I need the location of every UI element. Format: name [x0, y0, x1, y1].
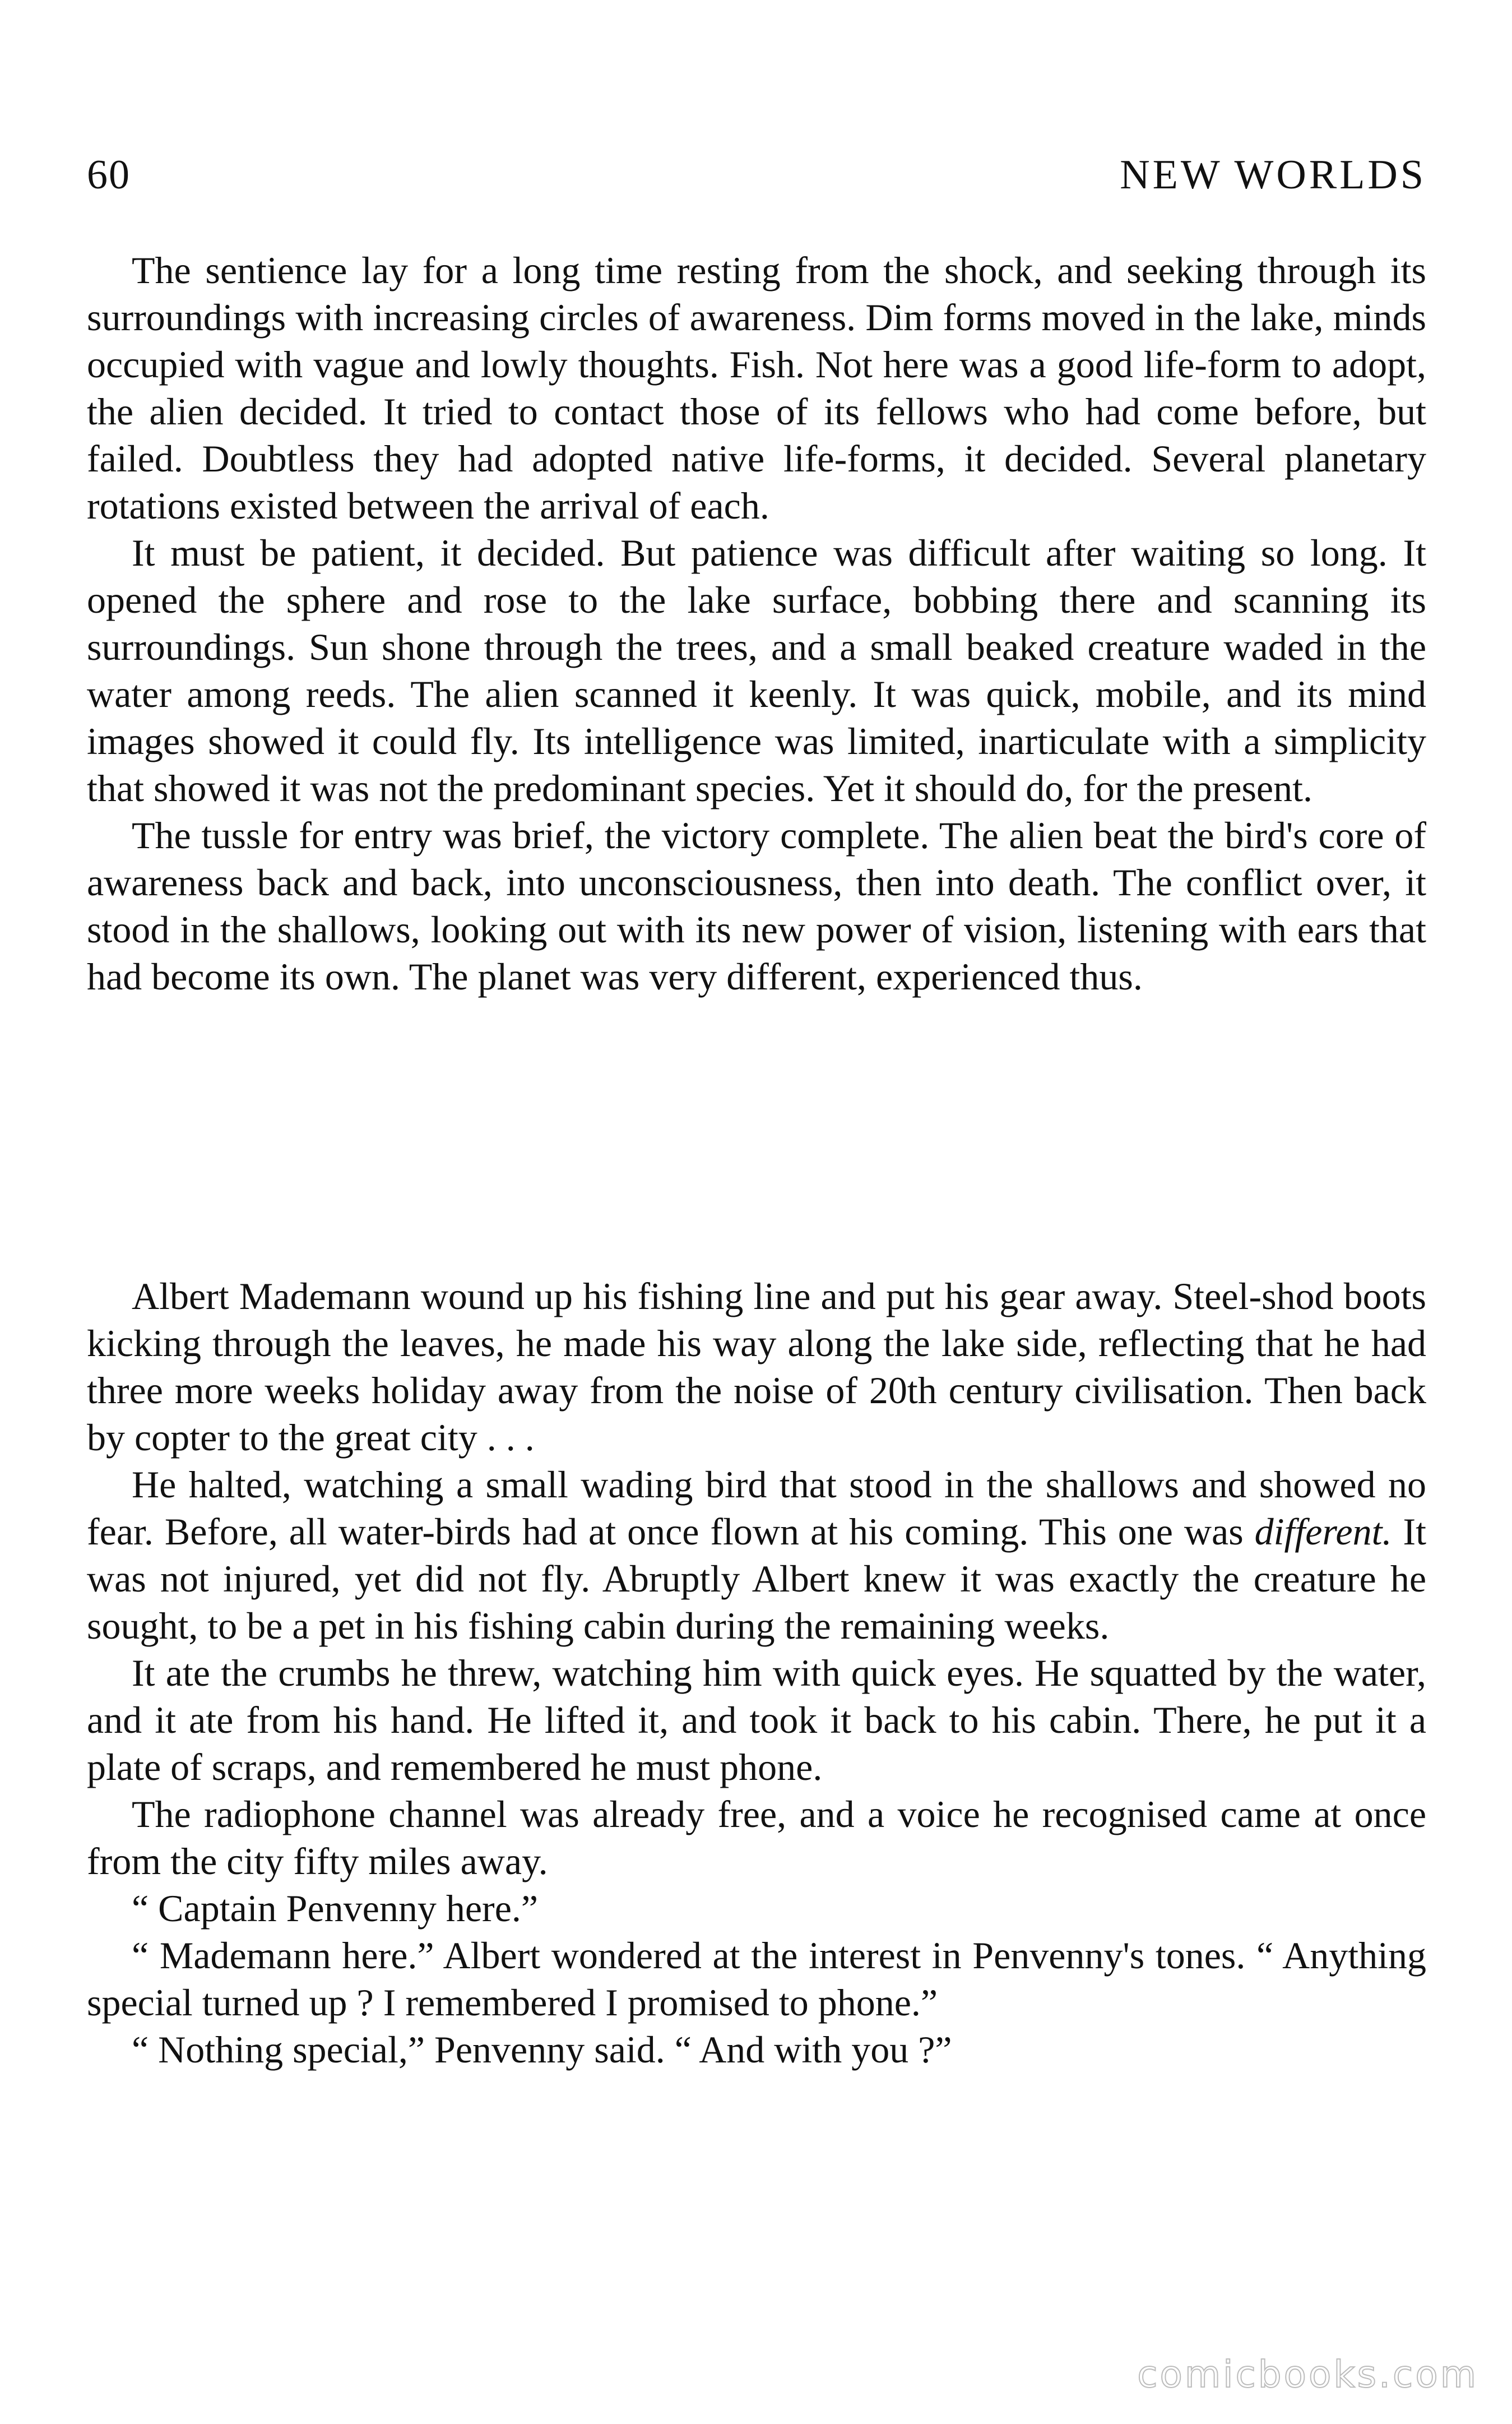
- running-title: NEW WORLDS: [1120, 152, 1426, 198]
- section-alien: [87, 247, 1426, 1000]
- page-number: 60: [87, 152, 131, 198]
- paragraph: The tussle for entry was brief, the victory complete. The alien beat the bird's core of awareness back and back, into unconsciousness, then into death. The conflict over, it stood in the shallows, looking out with its new power of vision, listening with ears that had become its own. The planet was very different, experienced thus.: [87, 814, 1426, 998]
- paragraph: The radiophone channel was already free, and a voice he recognised came at once from the city fifty miles away.: [87, 1793, 1426, 1882]
- paragraph: It must be patient, it decided. But patience was difficult after waiting so long. It opened the sphere and rose to the lake surface, bobbing there and scanning its surroundings. Sun shone through the trees, and a small beaked creature waded in the water among reeds. The alien scanned it keenly. It was quick, mobile, and its mind images showed it could fly. Its intelligence was limited, inarticulate with a simplicity that showed it was not the predominant species. Yet it should do, for the present.: [87, 531, 1426, 809]
- dialogue-line: “ Mademann here.” Albert wondered at the interest in Penvenny's tones. “ Anything special turned up ? I remembered I promised to phone.”: [87, 1934, 1426, 2024]
- paragraph: The sentience lay for a long time resting from the shock, and seeking through its surroundings with increasing circles of awareness. Dim forms moved in the lake, minds occupied with vague and lowly thoughts. Fish. Not here was a good life-form to adopt, the alien decided. It tried to contact those of its fellows who had come before, but failed. Doubtless they had adopted native life-forms, it decided. Several planetary rotations existed between the arrival of each.: [87, 249, 1426, 527]
- dialogue-line: “ Captain Penvenny here.”: [132, 1887, 539, 1930]
- paragraph: Albert Mademann wound up his fishing line and put his gear away. Steel-shod boots kicking through the leaves, he made his way along the lake side, reflecting that he had three more weeks holiday away from the noise of 20th century civilisation. Then back by copter to the great city . . .: [87, 1275, 1426, 1459]
- paragraph-text: It was not injured, yet did not fly. Abruptly Albert knew it was exactly the creature he sought, to be a pet in his fishing cabin during the remaining weeks.: [87, 1510, 1426, 1647]
- book-page: [87, 0, 1426, 2424]
- section-albert: [87, 1273, 1426, 2073]
- running-head: [87, 151, 1426, 207]
- emphasis-text: different.: [1254, 1510, 1392, 1553]
- paragraph-text: He halted, watching a small wading bird that stood in the shallows and showed no fear. Before, all water-birds had at once flown at his coming. This one was: [87, 1463, 1426, 1553]
- dialogue-line: “ Nothing special,” Penvenny said. “ And with you ?”: [132, 2028, 952, 2071]
- paragraph: It ate the crumbs he threw, watching him with quick eyes. He squatted by the water, and it ate from his hand. He lifted it, and took it back to his cabin. There, he put it a plate of scraps, and remembered he must phone.: [87, 1652, 1426, 1788]
- paragraph: [87, 1461, 1426, 1649]
- site-watermark: comicbooks.com: [1137, 2353, 1478, 2396]
